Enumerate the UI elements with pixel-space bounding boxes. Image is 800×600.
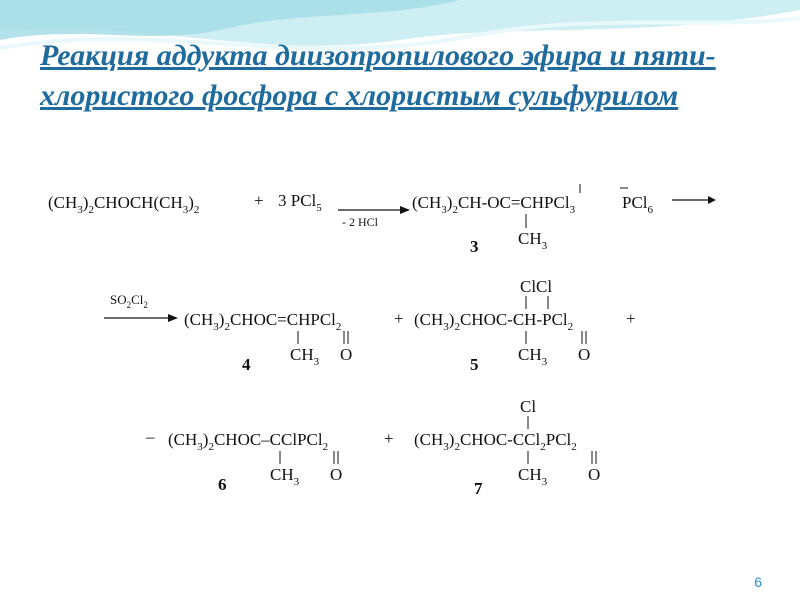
oxygen-atom: O — [578, 345, 591, 364]
arrow-label-hcl: - 2 HCl — [342, 215, 378, 229]
reactant-diisopropyl-ether: $(CH_3)_2CHOCH(CH_3)_2$ — [48, 193, 200, 216]
plus-sign: + — [626, 309, 636, 328]
reaction-1 — [48, 184, 716, 256]
compound-label-3: 3 — [470, 237, 479, 256]
reaction-3 — [145, 397, 600, 498]
branch-ch3: $CH_3$ — [518, 465, 548, 488]
chlorines-top: ClCl — [520, 277, 553, 296]
slide-title: Реакция аддукта диизопропилового эфира и пяти-хлористого фосфора с хлористым сульфурилом — [40, 39, 716, 112]
branch-ch3: $CH_3$ — [518, 229, 548, 252]
oxygen-atom: O — [330, 465, 343, 484]
reaction-arrow — [104, 314, 178, 322]
page-number: 6 — [754, 574, 762, 590]
plus-sign: + — [254, 191, 264, 210]
oxygen-atom: O — [340, 345, 353, 364]
anion-pcl6: PCl$_6$ — [622, 193, 654, 216]
reagent-so2cl2: $SO_2Cl_2$ — [110, 292, 148, 310]
branch-ch3: $CH_3$ — [518, 345, 548, 368]
leading-dash: – — [146, 427, 155, 446]
branch-ch3: $CH_3$ — [290, 345, 320, 368]
plus-sign: + — [394, 309, 404, 328]
product-5: $(CH_3)_2CHOC-CH-PCl_2$ — [414, 310, 574, 333]
reaction-arrow — [338, 206, 410, 214]
reaction-arrow — [672, 196, 716, 204]
reagent-pcl5: 3 PCl$_5$ — [278, 191, 322, 214]
product-6: $(CH_3)_2CHOC-CClPCl_2$ — [168, 430, 329, 453]
plus-sign: + — [384, 429, 394, 448]
compound-label-5: 5 — [470, 355, 479, 374]
compound-label-6: 6 — [218, 475, 227, 494]
chlorine-top: Cl — [520, 397, 537, 416]
branch-ch3: $CH_3$ — [270, 465, 300, 488]
compound-label-7: 7 — [474, 479, 483, 498]
product-3: $(CH_3)_2CH-OC=CHPCl_3$ — [412, 193, 576, 216]
product-7: $(CH_3)_2CHOC-CCl_2PCl_2$ — [414, 430, 577, 453]
product-4: $(CH_3)_2CHOC=CHPCl_2$ — [184, 310, 342, 333]
compound-label-4: 4 — [242, 355, 251, 374]
reaction-2 — [104, 277, 636, 374]
oxygen-atom: O — [588, 465, 601, 484]
